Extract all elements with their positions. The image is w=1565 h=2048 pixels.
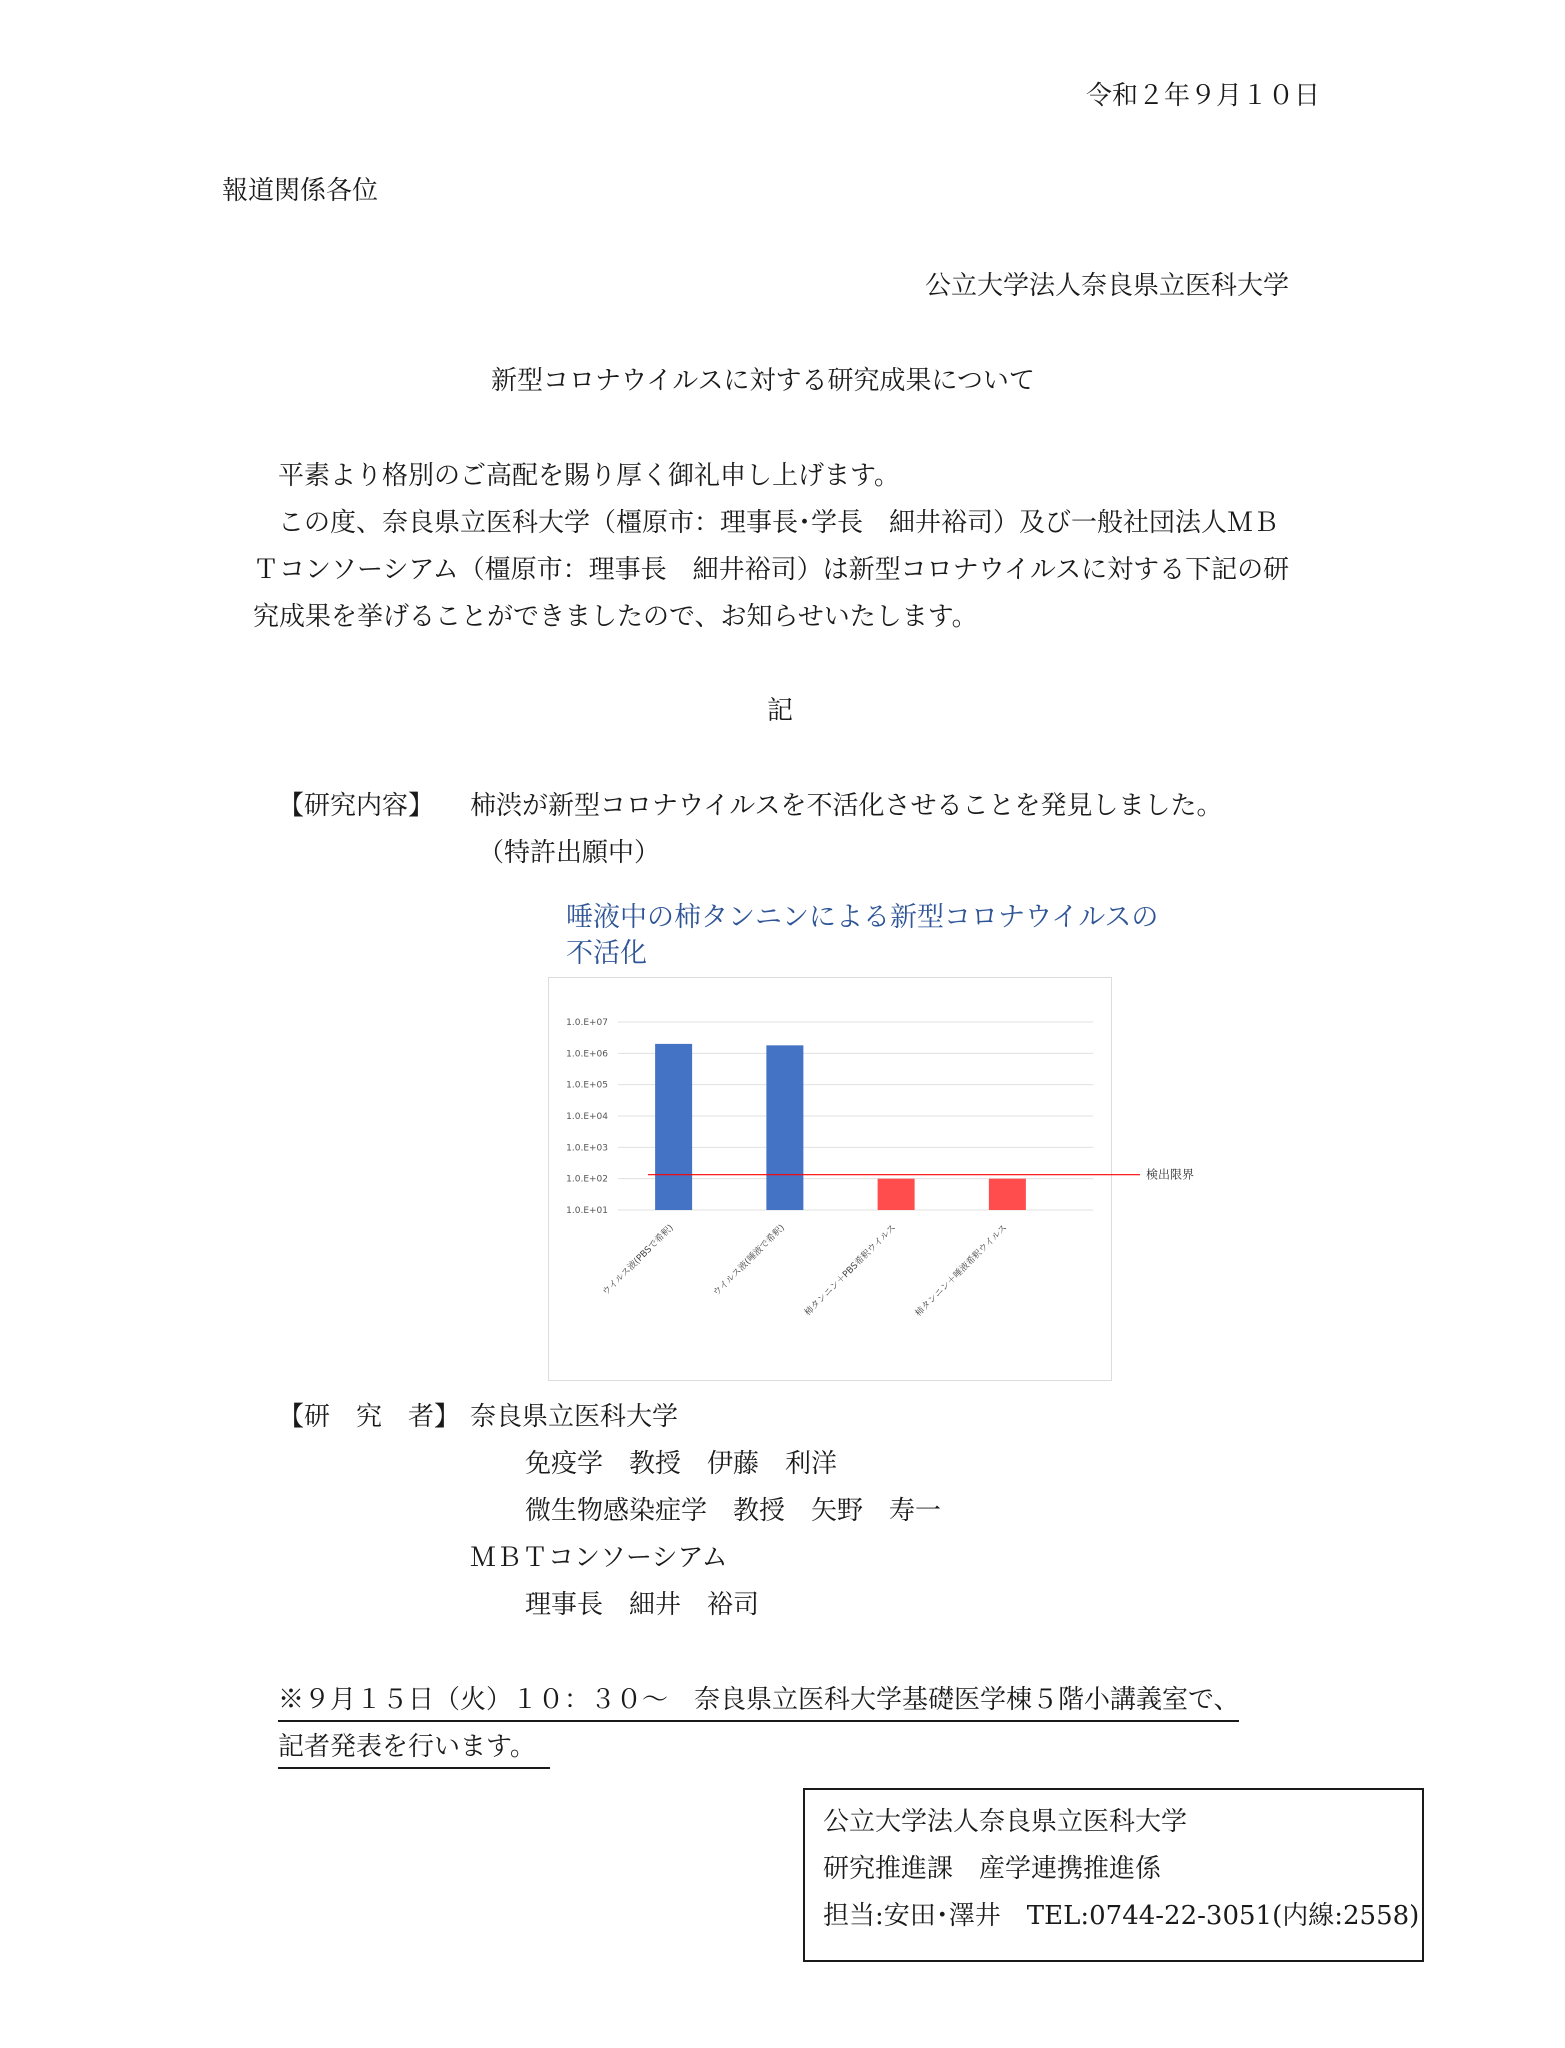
- body-line-2: この度、奈良県立医科大学（橿原市：理事長･学長 細井裕司）及び一般社団法人ＭＢ: [278, 508, 1280, 538]
- researchers-org-2: ＭＢＴコンソーシアム: [470, 1543, 728, 1573]
- chart-ytick-label: 1.0.E+05: [566, 1080, 608, 1091]
- researchers-org-1: 奈良県立医科大学: [470, 1402, 679, 1432]
- recipient: 報道関係各位: [222, 176, 379, 206]
- contact-line-1: 公立大学法人奈良県立医科大学: [823, 1807, 1188, 1837]
- chart-xtick-label: ウイルス液(PBSで希釈): [601, 1223, 676, 1298]
- researcher-1: 免疫学 教授 伊藤 利洋: [525, 1449, 838, 1479]
- body-line-3: Ｔコンソーシアム（橿原市：理事長 細井裕司）は新型コロナウイルスに対する下記の研: [253, 555, 1290, 585]
- date: 令和２年９月１０日: [1086, 81, 1321, 111]
- notice-line-2: 記者発表を行います。: [278, 1731, 550, 1769]
- researchers-label: 【研 究 者】: [278, 1402, 461, 1432]
- contact-line-2: 研究推進課 産学連携推進係: [823, 1854, 1162, 1884]
- research-label: 【研究内容】: [278, 791, 435, 821]
- chart-ytick-label: 1.0.E+02: [566, 1174, 608, 1185]
- notice-line-1: ※９月１５日（火）１０：３０～ 奈良県立医科大学基礎医学棟５階小講義室で、: [278, 1684, 1239, 1722]
- researcher-2: 微生物感染症学 教授 矢野 寿一: [525, 1496, 942, 1526]
- sender: 公立大学法人奈良県立医科大学: [925, 271, 1290, 301]
- ki-heading: 記: [767, 696, 794, 726]
- body-line-4: 究成果を挙げることができましたので、お知らせいたします。: [253, 602, 978, 632]
- chart-title: 唾液中の柿タンニンによる新型コロナウイルスの不活化: [566, 902, 1159, 969]
- chart-ytick-label: 1.0.E+07: [566, 1018, 608, 1028]
- chart-frame: [548, 977, 1112, 1381]
- chart-ytick-label: 1.0.E+06: [566, 1049, 608, 1060]
- body-line-1: 平素より格別のご高配を賜り厚く御礼申し上げます。: [278, 461, 900, 491]
- researcher-3: 理事長 細井 裕司: [525, 1590, 760, 1620]
- chart-xtick-label: ウイルス液(唾液で希釈): [711, 1223, 787, 1299]
- research-text: 柿渋が新型コロナウイルスを不活化させることを発見しました。: [470, 791, 1223, 821]
- chart-ytick-label: 1.0.E+04: [566, 1112, 608, 1122]
- research-note: （特許出願中）: [478, 838, 661, 868]
- chart-ytick-label: 1.0.E+03: [566, 1143, 608, 1154]
- chart-threshold-label: 検出限界: [1146, 1167, 1195, 1182]
- chart-ytick-label: 1.0.E+01: [566, 1206, 608, 1216]
- chart-xtick-label: 柿タンニン＋PBS希釈ウイルス: [803, 1223, 899, 1319]
- chart-xtick-label: 柿タンニン＋唾液希釈ウイルス: [913, 1223, 1010, 1319]
- contact-line-3: 担当:安田･澤井 TEL:0744-22-3051(内線:2558): [823, 1901, 1420, 1931]
- page-title: 新型コロナウイルスに対する研究成果について: [491, 366, 1035, 396]
